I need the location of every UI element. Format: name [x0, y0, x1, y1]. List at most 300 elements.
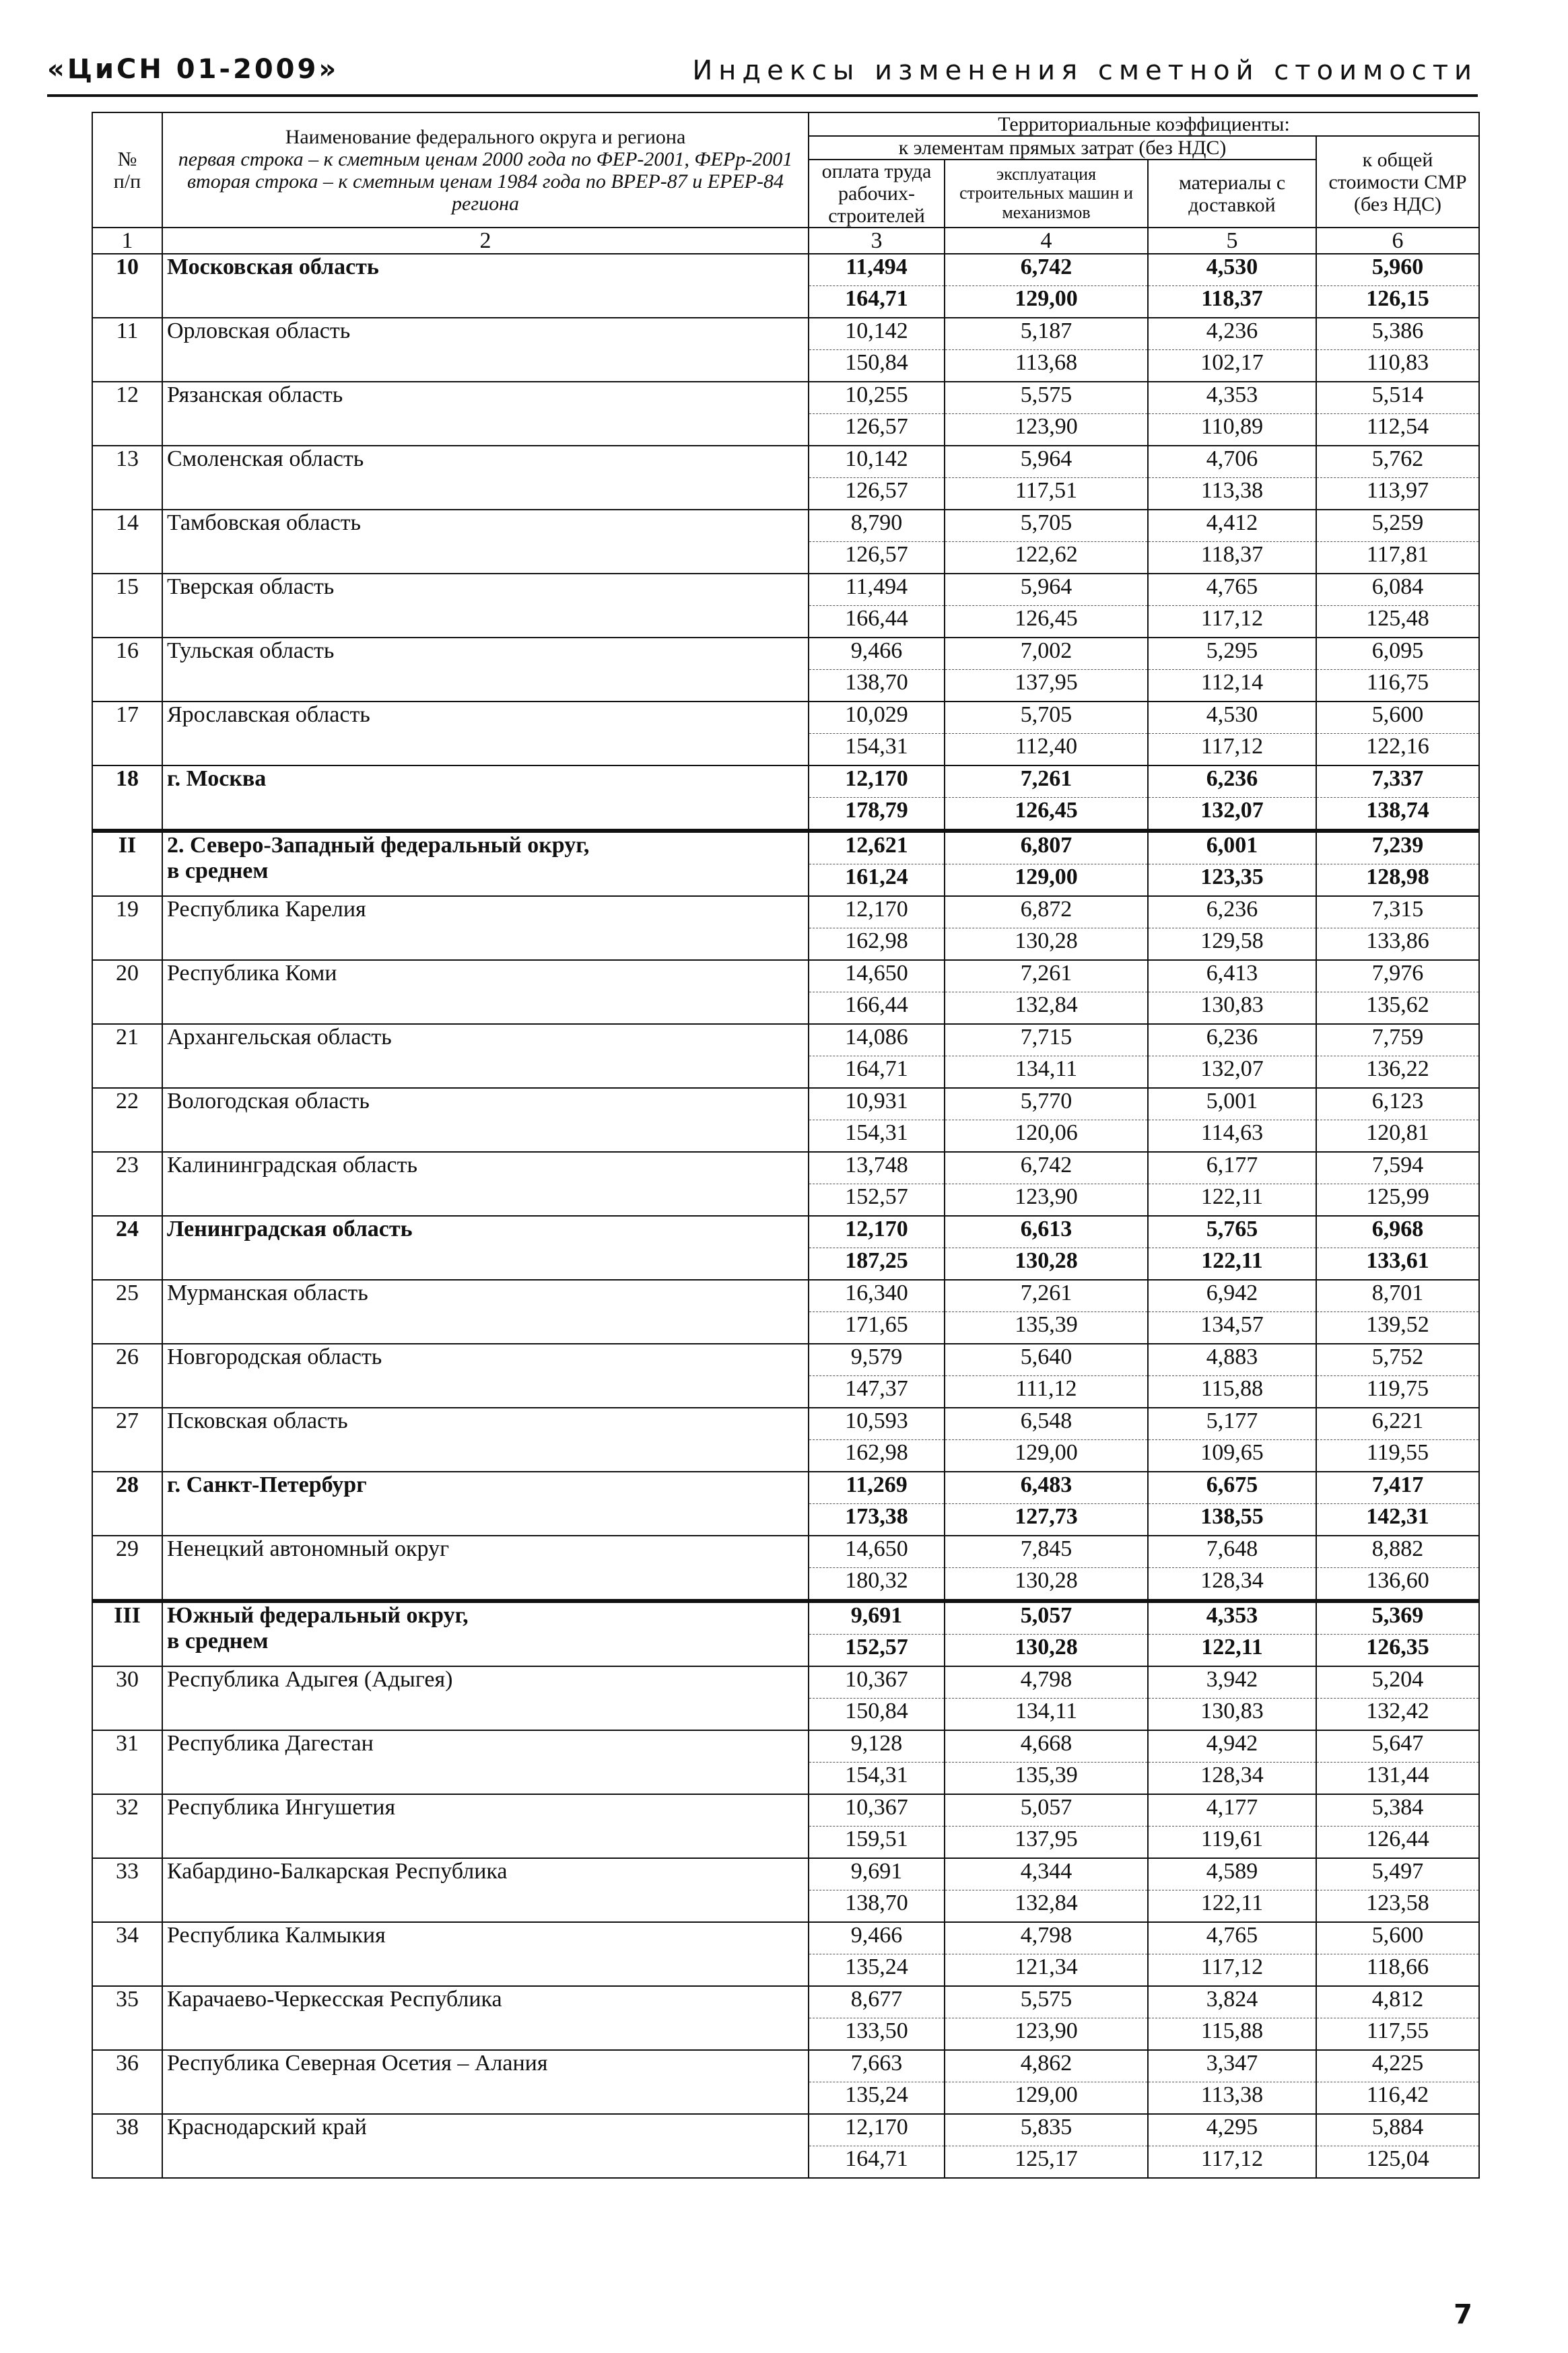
coef-1984: 128,98 — [1316, 864, 1479, 897]
coef-2000: 5,600 — [1316, 702, 1479, 734]
coef-1984: 135,24 — [809, 2082, 945, 2115]
coef-2000: 9,466 — [809, 638, 945, 670]
coef-1984: 128,34 — [1148, 1568, 1316, 1602]
region-name: Московская область — [162, 254, 809, 318]
row-number: 32 — [92, 1794, 162, 1858]
region-name: Архангельская область — [162, 1024, 809, 1088]
table-row — [92, 1536, 1479, 1568]
coef-1984: 164,71 — [809, 2146, 945, 2179]
coef-2000: 7,239 — [1316, 831, 1479, 864]
coef-1984: 130,83 — [1148, 1699, 1316, 1731]
region-name: Тамбовская область — [162, 510, 809, 574]
coef-2000: 6,236 — [1148, 896, 1316, 928]
coef-1984: 120,81 — [1316, 1120, 1479, 1153]
table-row — [92, 446, 1479, 478]
coef-2000: 10,367 — [809, 1666, 945, 1699]
coef-2000: 5,575 — [945, 1986, 1148, 2018]
col-header-labor: оплата труда рабочих-строителей — [809, 160, 945, 228]
coef-1984: 137,95 — [945, 1827, 1148, 1859]
table-row — [92, 960, 1479, 992]
coef-1984: 113,38 — [1148, 2082, 1316, 2115]
row-number: 23 — [92, 1152, 162, 1216]
coef-1984: 138,74 — [1316, 798, 1479, 831]
coef-1984: 130,28 — [945, 928, 1148, 961]
coef-2000: 5,964 — [945, 574, 1148, 606]
coef-2000: 5,187 — [945, 318, 1148, 350]
coef-2000: 10,593 — [809, 1408, 945, 1440]
coef-2000: 4,353 — [1148, 382, 1316, 414]
coef-1984: 135,24 — [809, 1954, 945, 1987]
coef-2000: 12,170 — [809, 2114, 945, 2146]
coef-1984: 152,57 — [809, 1635, 945, 1667]
coef-2000: 5,001 — [1148, 1088, 1316, 1120]
coef-2000: 9,579 — [809, 1344, 945, 1376]
coef-2000: 6,807 — [945, 831, 1148, 864]
coef-1984: 112,14 — [1148, 670, 1316, 702]
coef-1984: 129,00 — [945, 2082, 1148, 2115]
coef-2000: 6,942 — [1148, 1280, 1316, 1312]
coef-2000: 4,668 — [945, 1730, 1148, 1763]
coef-1984: 120,06 — [945, 1120, 1148, 1153]
coef-2000: 5,964 — [945, 446, 1148, 478]
coef-1984: 159,51 — [809, 1827, 945, 1859]
coef-1984: 122,11 — [1148, 1635, 1316, 1667]
table-row — [92, 1216, 1479, 1248]
column-index-cell: 3 — [809, 228, 945, 254]
coef-2000: 6,123 — [1316, 1088, 1479, 1120]
region-name: Орловская область — [162, 318, 809, 382]
region-name: Республика Адыгея (Адыгея) — [162, 1666, 809, 1730]
coef-1984: 162,98 — [809, 1440, 945, 1472]
coef-2000: 9,691 — [809, 1858, 945, 1890]
coef-2000: 12,170 — [809, 1216, 945, 1248]
coef-2000: 7,648 — [1148, 1536, 1316, 1568]
coef-1984: 154,31 — [809, 734, 945, 766]
coef-2000: 10,931 — [809, 1088, 945, 1120]
coef-1984: 114,63 — [1148, 1120, 1316, 1153]
coef-2000: 13,748 — [809, 1152, 945, 1184]
table-row — [92, 1730, 1479, 1763]
coef-2000: 12,170 — [809, 896, 945, 928]
region-name: г. Москва — [162, 765, 809, 831]
table-row — [92, 765, 1479, 798]
column-index-cell: 6 — [1316, 228, 1479, 254]
table-row — [92, 318, 1479, 350]
coef-2000: 5,369 — [1316, 1601, 1479, 1635]
coef-2000: 4,706 — [1148, 446, 1316, 478]
coef-1984: 180,32 — [809, 1568, 945, 1602]
table-row — [92, 1024, 1479, 1056]
coef-2000: 4,883 — [1148, 1344, 1316, 1376]
coef-1984: 118,37 — [1148, 542, 1316, 574]
column-index-cell: 1 — [92, 228, 162, 254]
coef-2000: 10,367 — [809, 1794, 945, 1827]
coef-1984: 139,52 — [1316, 1312, 1479, 1344]
table-row — [92, 1922, 1479, 1954]
coef-2000: 6,236 — [1148, 1024, 1316, 1056]
coef-1984: 132,07 — [1148, 1056, 1316, 1089]
row-number: 18 — [92, 765, 162, 831]
coef-2000: 8,882 — [1316, 1536, 1479, 1568]
coef-2000: 3,824 — [1148, 1986, 1316, 2018]
coef-1984: 126,15 — [1316, 286, 1479, 318]
region-name: Республика Калмыкия — [162, 1922, 809, 1986]
coef-2000: 6,872 — [945, 896, 1148, 928]
row-number: 22 — [92, 1088, 162, 1152]
coef-2000: 4,589 — [1148, 1858, 1316, 1890]
coef-2000: 9,128 — [809, 1730, 945, 1763]
row-number: 21 — [92, 1024, 162, 1088]
region-name: Калининградская область — [162, 1152, 809, 1216]
coef-2000: 7,417 — [1316, 1472, 1479, 1504]
coef-2000: 6,221 — [1316, 1408, 1479, 1440]
coef-2000: 7,594 — [1316, 1152, 1479, 1184]
row-number: 16 — [92, 638, 162, 702]
coef-1984: 113,68 — [945, 350, 1148, 382]
region-name: Смоленская область — [162, 446, 809, 510]
coef-1984: 118,37 — [1148, 286, 1316, 318]
row-number: 31 — [92, 1730, 162, 1794]
coef-2000: 7,261 — [945, 1280, 1148, 1312]
page-number: 7 — [1454, 2299, 1472, 2330]
coef-1984: 150,84 — [809, 1699, 945, 1731]
coef-1984: 119,75 — [1316, 1376, 1479, 1408]
row-number: 33 — [92, 1858, 162, 1922]
coef-1984: 123,90 — [945, 2018, 1148, 2051]
table-body — [92, 254, 1479, 2178]
coef-1984: 115,88 — [1148, 1376, 1316, 1408]
coef-2000: 4,177 — [1148, 1794, 1316, 1827]
col-header-materials: материалы с доставкой — [1148, 160, 1316, 228]
coef-1984: 126,57 — [809, 478, 945, 510]
coef-1984: 112,54 — [1316, 414, 1479, 446]
coef-2000: 5,835 — [945, 2114, 1148, 2146]
coef-2000: 5,497 — [1316, 1858, 1479, 1890]
coef-2000: 5,752 — [1316, 1344, 1479, 1376]
coef-2000: 8,701 — [1316, 1280, 1479, 1312]
coef-1984: 113,38 — [1148, 478, 1316, 510]
coef-1984: 154,31 — [809, 1120, 945, 1153]
table-row — [92, 1666, 1479, 1699]
coef-2000: 6,968 — [1316, 1216, 1479, 1248]
coef-1984: 123,90 — [945, 1184, 1148, 1217]
row-number: 38 — [92, 2114, 162, 2178]
coef-1984: 111,12 — [945, 1376, 1148, 1408]
row-number: 12 — [92, 382, 162, 446]
coef-1984: 127,73 — [945, 1504, 1148, 1536]
coef-2000: 4,765 — [1148, 1922, 1316, 1954]
table-row — [92, 1280, 1479, 1312]
row-number: 30 — [92, 1666, 162, 1730]
table-row — [92, 1408, 1479, 1440]
coef-1984: 128,34 — [1148, 1763, 1316, 1795]
coef-2000: 6,084 — [1316, 574, 1479, 606]
region-name: Тверская область — [162, 574, 809, 638]
coef-1984: 110,83 — [1316, 350, 1479, 382]
coef-2000: 6,177 — [1148, 1152, 1316, 1184]
coef-2000: 4,765 — [1148, 574, 1316, 606]
row-number: 20 — [92, 960, 162, 1024]
coef-1984: 117,12 — [1148, 2146, 1316, 2179]
coef-2000: 5,575 — [945, 382, 1148, 414]
coef-1984: 123,35 — [1148, 864, 1316, 897]
coef-1984: 133,86 — [1316, 928, 1479, 961]
column-index-cell: 5 — [1148, 228, 1316, 254]
table-row — [92, 2114, 1479, 2146]
coef-2000: 4,353 — [1148, 1601, 1316, 1635]
coef-1984: 138,70 — [809, 670, 945, 702]
coef-1984: 126,57 — [809, 414, 945, 446]
row-number: 36 — [92, 2050, 162, 2114]
coef-2000: 5,600 — [1316, 1922, 1479, 1954]
coef-1984: 119,55 — [1316, 1440, 1479, 1472]
coef-1984: 125,99 — [1316, 1184, 1479, 1217]
table-row — [92, 1344, 1479, 1376]
column-index-cell: 2 — [162, 228, 809, 254]
coef-2000: 7,261 — [945, 765, 1148, 798]
coef-2000: 4,942 — [1148, 1730, 1316, 1763]
region-name: Кабардино-Балкарская Республика — [162, 1858, 809, 1922]
coef-1984: 117,81 — [1316, 542, 1479, 574]
coef-2000: 7,261 — [945, 960, 1148, 992]
table-row — [92, 1986, 1479, 2018]
coef-2000: 11,494 — [809, 574, 945, 606]
region-name: 2. Северо-Западный федеральный округ, в среднем — [162, 831, 809, 896]
coef-2000: 4,225 — [1316, 2050, 1479, 2082]
coef-2000: 10,029 — [809, 702, 945, 734]
coef-1984: 166,44 — [809, 606, 945, 638]
coef-2000: 6,675 — [1148, 1472, 1316, 1504]
coef-1984: 132,42 — [1316, 1699, 1479, 1731]
coef-2000: 7,845 — [945, 1536, 1148, 1568]
coef-1984: 178,79 — [809, 798, 945, 831]
coef-2000: 6,742 — [945, 1152, 1148, 1184]
column-index-row — [92, 228, 1479, 254]
row-number: 28 — [92, 1472, 162, 1536]
coef-2000: 5,259 — [1316, 510, 1479, 542]
table-row — [92, 831, 1479, 864]
coef-2000: 7,715 — [945, 1024, 1148, 1056]
coef-2000: 11,494 — [809, 254, 945, 286]
coef-2000: 6,742 — [945, 254, 1148, 286]
region-name: Новгородская область — [162, 1344, 809, 1408]
table-row — [92, 1472, 1479, 1504]
coef-1984: 109,65 — [1148, 1440, 1316, 1472]
coef-1984: 131,44 — [1316, 1763, 1479, 1795]
col-header-name: Наименование федерального округа и региона первая строка – к сметным ценам 2000 года по ФЕР-2001, ФЕРр-2001 вторая строка – к сметным ценам 1984 года по ВРЕР-87 и ЕРЕР-84 региона — [162, 112, 809, 228]
coef-2000: 6,413 — [1148, 960, 1316, 992]
coef-1984: 134,57 — [1148, 1312, 1316, 1344]
coefficients-table — [92, 112, 1480, 2179]
coef-1984: 142,31 — [1316, 1504, 1479, 1536]
row-number: 11 — [92, 318, 162, 382]
row-number: III — [92, 1601, 162, 1666]
col-header-total-cost: к общей стоимости СМР (без НДС) — [1316, 136, 1479, 228]
coef-2000: 8,790 — [809, 510, 945, 542]
row-number: II — [92, 831, 162, 896]
coef-2000: 5,204 — [1316, 1666, 1479, 1699]
coef-1984: 121,34 — [945, 1954, 1148, 1987]
coef-1984: 130,28 — [945, 1568, 1148, 1602]
table-row — [92, 510, 1479, 542]
col-header-machines: эксплуатация строительных машин и механизмов — [945, 160, 1148, 228]
table-row — [92, 1794, 1479, 1827]
row-number: 29 — [92, 1536, 162, 1601]
coef-1984: 119,61 — [1148, 1827, 1316, 1859]
region-name: Республика Карелия — [162, 896, 809, 960]
coef-1984: 122,11 — [1148, 1184, 1316, 1217]
coef-1984: 129,58 — [1148, 928, 1316, 961]
row-number: 26 — [92, 1344, 162, 1408]
coef-2000: 5,640 — [945, 1344, 1148, 1376]
coef-1984: 118,66 — [1316, 1954, 1479, 1987]
coef-1984: 134,11 — [945, 1699, 1148, 1731]
coef-1984: 123,58 — [1316, 1890, 1479, 1923]
coef-2000: 4,812 — [1316, 1986, 1479, 2018]
coef-1984: 116,75 — [1316, 670, 1479, 702]
row-number: 14 — [92, 510, 162, 574]
running-header — [47, 54, 1478, 97]
coef-2000: 8,677 — [809, 1986, 945, 2018]
coef-2000: 5,384 — [1316, 1794, 1479, 1827]
coef-1984: 126,44 — [1316, 1827, 1479, 1859]
coef-2000: 5,386 — [1316, 318, 1479, 350]
coef-1984: 130,83 — [1148, 992, 1316, 1025]
coef-1984: 115,88 — [1148, 2018, 1316, 2051]
coef-1984: 135,62 — [1316, 992, 1479, 1025]
coef-1984: 166,44 — [809, 992, 945, 1025]
coef-1984: 126,45 — [945, 606, 1148, 638]
table-row — [92, 574, 1479, 606]
coef-2000: 5,514 — [1316, 382, 1479, 414]
coef-1984: 137,95 — [945, 670, 1148, 702]
coef-2000: 10,142 — [809, 318, 945, 350]
coef-1984: 147,37 — [809, 1376, 945, 1408]
coef-1984: 138,55 — [1148, 1504, 1316, 1536]
coef-1984: 129,00 — [945, 864, 1148, 897]
coef-1984: 161,24 — [809, 864, 945, 897]
coef-1984: 154,31 — [809, 1763, 945, 1795]
coef-2000: 4,798 — [945, 1922, 1148, 1954]
coef-2000: 14,650 — [809, 1536, 945, 1568]
coef-1984: 134,11 — [945, 1056, 1148, 1089]
coef-2000: 9,466 — [809, 1922, 945, 1954]
region-name: Республика Ингушетия — [162, 1794, 809, 1858]
table-row — [92, 1601, 1479, 1635]
coef-1984: 117,51 — [945, 478, 1148, 510]
coef-1984: 113,97 — [1316, 478, 1479, 510]
coef-2000: 7,976 — [1316, 960, 1479, 992]
coef-2000: 12,621 — [809, 831, 945, 864]
coef-2000: 4,344 — [945, 1858, 1148, 1890]
row-number: 24 — [92, 1216, 162, 1280]
region-name: Ненецкий автономный округ — [162, 1536, 809, 1601]
coef-1984: 129,00 — [945, 1440, 1148, 1472]
region-name: Псковская область — [162, 1408, 809, 1472]
coef-2000: 5,770 — [945, 1088, 1148, 1120]
region-name: Республика Коми — [162, 960, 809, 1024]
coef-1984: 132,84 — [945, 992, 1148, 1025]
coef-1984: 126,45 — [945, 798, 1148, 831]
coef-2000: 5,647 — [1316, 1730, 1479, 1763]
coef-1984: 125,17 — [945, 2146, 1148, 2179]
coef-2000: 4,236 — [1148, 318, 1316, 350]
coef-1984: 117,55 — [1316, 2018, 1479, 2051]
coef-2000: 5,295 — [1148, 638, 1316, 670]
coef-1984: 164,71 — [809, 286, 945, 318]
coef-2000: 6,001 — [1148, 831, 1316, 864]
name-title: Наименование федерального округа и региона — [285, 125, 686, 148]
coef-1984: 187,25 — [809, 1248, 945, 1281]
coef-2000: 3,347 — [1148, 2050, 1316, 2082]
row-number: 13 — [92, 446, 162, 510]
coef-2000: 4,862 — [945, 2050, 1148, 2082]
coef-2000: 7,315 — [1316, 896, 1479, 928]
region-name: Мурманская область — [162, 1280, 809, 1344]
coef-2000: 6,236 — [1148, 765, 1316, 798]
table-row — [92, 382, 1479, 414]
coef-1984: 136,60 — [1316, 1568, 1479, 1602]
coef-2000: 4,295 — [1148, 2114, 1316, 2146]
coef-2000: 6,548 — [945, 1408, 1148, 1440]
table-row — [92, 702, 1479, 734]
coef-1984: 138,70 — [809, 1890, 945, 1923]
coef-1984: 112,40 — [945, 734, 1148, 766]
coef-1984: 132,07 — [1148, 798, 1316, 831]
coef-2000: 5,705 — [945, 510, 1148, 542]
coef-1984: 150,84 — [809, 350, 945, 382]
coef-1984: 110,89 — [1148, 414, 1316, 446]
region-name: Ленинградская область — [162, 1216, 809, 1280]
coef-1984: 132,84 — [945, 1890, 1148, 1923]
coef-1984: 126,35 — [1316, 1635, 1479, 1667]
coef-1984: 171,65 — [809, 1312, 945, 1344]
coef-2000: 5,177 — [1148, 1408, 1316, 1440]
table-row — [92, 254, 1479, 286]
region-name: Республика Дагестан — [162, 1730, 809, 1794]
coef-2000: 5,884 — [1316, 2114, 1479, 2146]
coef-2000: 12,170 — [809, 765, 945, 798]
coef-1984: 126,57 — [809, 542, 945, 574]
coef-2000: 6,095 — [1316, 638, 1479, 670]
region-name: Ярославская область — [162, 702, 809, 765]
coef-2000: 5,960 — [1316, 254, 1479, 286]
region-name: Карачаево-Черкесская Республика — [162, 1986, 809, 2050]
coef-2000: 3,942 — [1148, 1666, 1316, 1699]
coef-2000: 14,650 — [809, 960, 945, 992]
region-name: Республика Северная Осетия – Алания — [162, 2050, 809, 2114]
table-row — [92, 1858, 1479, 1890]
coef-2000: 5,057 — [945, 1601, 1148, 1635]
coef-1984: 133,61 — [1316, 1248, 1479, 1281]
coef-2000: 4,530 — [1148, 702, 1316, 734]
table-row — [92, 896, 1479, 928]
coef-1984: 135,39 — [945, 1312, 1148, 1344]
coef-1984: 117,12 — [1148, 1954, 1316, 1987]
coef-2000: 5,705 — [945, 702, 1148, 734]
table-row — [92, 1088, 1479, 1120]
coef-2000: 5,762 — [1316, 446, 1479, 478]
col-header-coefficients: Территориальные коэффициенты: — [809, 112, 1479, 136]
coef-2000: 10,255 — [809, 382, 945, 414]
coef-2000: 10,142 — [809, 446, 945, 478]
table-row — [92, 1152, 1479, 1184]
coef-1984: 116,42 — [1316, 2082, 1479, 2115]
coef-1984: 102,17 — [1148, 350, 1316, 382]
coef-2000: 5,057 — [945, 1794, 1148, 1827]
coef-2000: 14,086 — [809, 1024, 945, 1056]
coef-2000: 6,613 — [945, 1216, 1148, 1248]
